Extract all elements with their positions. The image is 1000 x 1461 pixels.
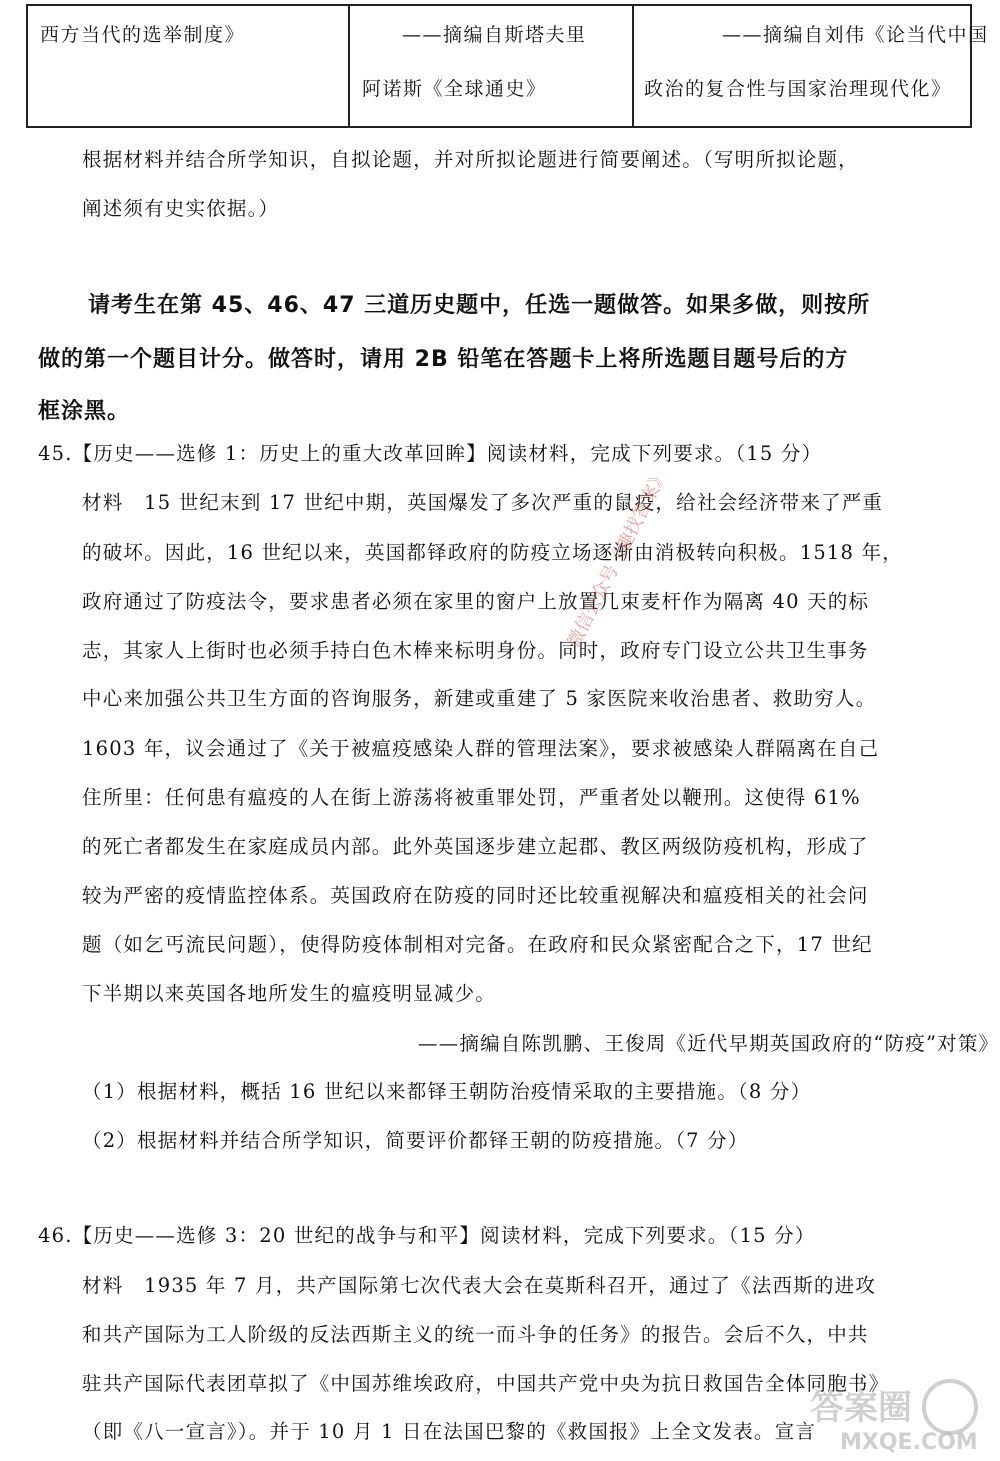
q45-material-line-3: 政府通过了防疫法令，要求患者必须在家里的窗户上放置几束麦杆作为隔离 40 天的标: [82, 590, 870, 613]
q45-source: ——摘编自陈凯鹏、王俊周《近代早期英国政府的“防疫”对策》: [418, 1032, 1000, 1055]
table-cell-3-line-1: ——摘编自刘伟《论当代中国: [722, 24, 989, 46]
q46-material-line-1: 材料 1935 年 7 月，共产国际第七次代表大会在莫斯科召开，通过了《法西斯的进攻: [82, 1274, 877, 1297]
q45-material-line-7: 住所里：任何患有瘟疫的人在街上游荡将被重罪处罚，严重者处以鞭刑。这使得 61%: [82, 786, 861, 809]
q45-material-line-6: 1603 年，议会通过了《关于被瘟疫感染人群的管理法案》，要求被感染人群隔离在自己: [82, 737, 880, 760]
table-cell-2: [350, 6, 634, 126]
table-cell-1: [28, 6, 350, 126]
q45-material-line-10: 题（如乞丐流民问题），使得防疫体制相对完备。在政府和民众紧密配合之下，17 世纪: [82, 933, 873, 956]
notice-line-3: 框涂黑。: [38, 399, 131, 424]
q45-subquestion-2: （2）根据材料并结合所学知识，简要评价都铎王朝的防疫措施。（7 分）: [82, 1129, 749, 1152]
watermark-stamp: 微信公众号《趣找答案》: [563, 465, 673, 652]
q46-material-line-4: （即《八一宣言》）。并于 10 月 1 日在法国巴黎的《救国报》上全文发表。宣言: [82, 1420, 817, 1443]
q46-material-line-2: 和共产国际为工人阶级的反法西斯主义的统一而斗争的任务》的报告。会后不久，中共: [82, 1323, 869, 1346]
q45-material-line-1: 材料 15 世纪末到 17 世纪中期，英国爆发了多次严重的鼠疫，给社会经济带来了严重: [82, 491, 884, 514]
table-cell-2-line-1: ——摘编自斯塔夫里: [402, 24, 587, 46]
table-cell-1-line-1: 西方当代的选举制度》: [40, 24, 246, 46]
logo-subtext: MXQE.COM: [840, 1430, 978, 1455]
logo-text: 答案圈: [810, 1388, 912, 1428]
source-table: [26, 4, 989, 128]
q45-title: 45.【历史——选修 1：历史上的重大改革回眸】阅读材料，完成下列要求。（15 分）: [38, 442, 823, 465]
q45-material-line-2: 的破坏。因此，16 世纪以来，英国都铎政府的防疫立场逐渐由消极转向积极。1518 年，: [82, 541, 903, 564]
notice-line-2: 做的第一个题目计分。做答时，请用 2B 铅笔在答题卡上将所选题目题号后的方: [38, 347, 849, 372]
site-logo: [800, 1375, 990, 1455]
notice-line-1: 请考生在第 45、46、47 三道历史题中，任选一题做答。如果多做，则按所: [88, 293, 871, 318]
q44-instruction-line-2: 阐述须有史实依据。）: [82, 197, 280, 220]
q45-material-line-8: 的死亡者都发生在家庭成员内部。此外英国逐步建立起郡、教区两级防疫机构，形成了: [82, 835, 869, 858]
table-cell-3-line-2: 政治的复合性与国家治理现代化》: [644, 78, 952, 100]
q45-material-line-11: 下半期以来英国各地所发生的瘟疫明显减少。: [82, 982, 497, 1005]
logo-icon: [800, 1375, 990, 1455]
q45-material-line-9: 较为严密的疫情监控体系。英国政府在防疫的同时还比较重视解决和瘟疫相关的社会问: [82, 884, 869, 907]
table-cell-2-line-2: 阿诺斯《全球通史》: [362, 78, 547, 100]
table-cell-3: [634, 6, 989, 126]
q46-title: 46.【历史——选修 3：20 世纪的战争与和平】阅读材料，完成下列要求。（15 分）: [38, 1224, 816, 1247]
q45-material-line-4: 志，其家人上街时也必须手持白色木棒来标明身份。同时，政府专门设立公共卫生事务: [82, 639, 869, 662]
q45-material-line-5: 中心来加强公共卫生方面的咨询服务，新建或重建了 5 家医院来收治患者、救助穷人。: [82, 687, 877, 710]
q45-subquestion-1: （1）根据材料，概括 16 世纪以来都铎王朝防治疫情采取的主要措施。（8 分）: [82, 1080, 812, 1103]
q44-instruction-line-1: 根据材料并结合所学知识，自拟论题，并对所拟论题进行简要阐述。（写明所拟论题，: [82, 148, 859, 171]
q46-material-line-3: 驻共产国际代表团草拟了《中国苏维埃政府，中国共产党中央为抗日救国告全体同胞书》: [82, 1372, 890, 1395]
